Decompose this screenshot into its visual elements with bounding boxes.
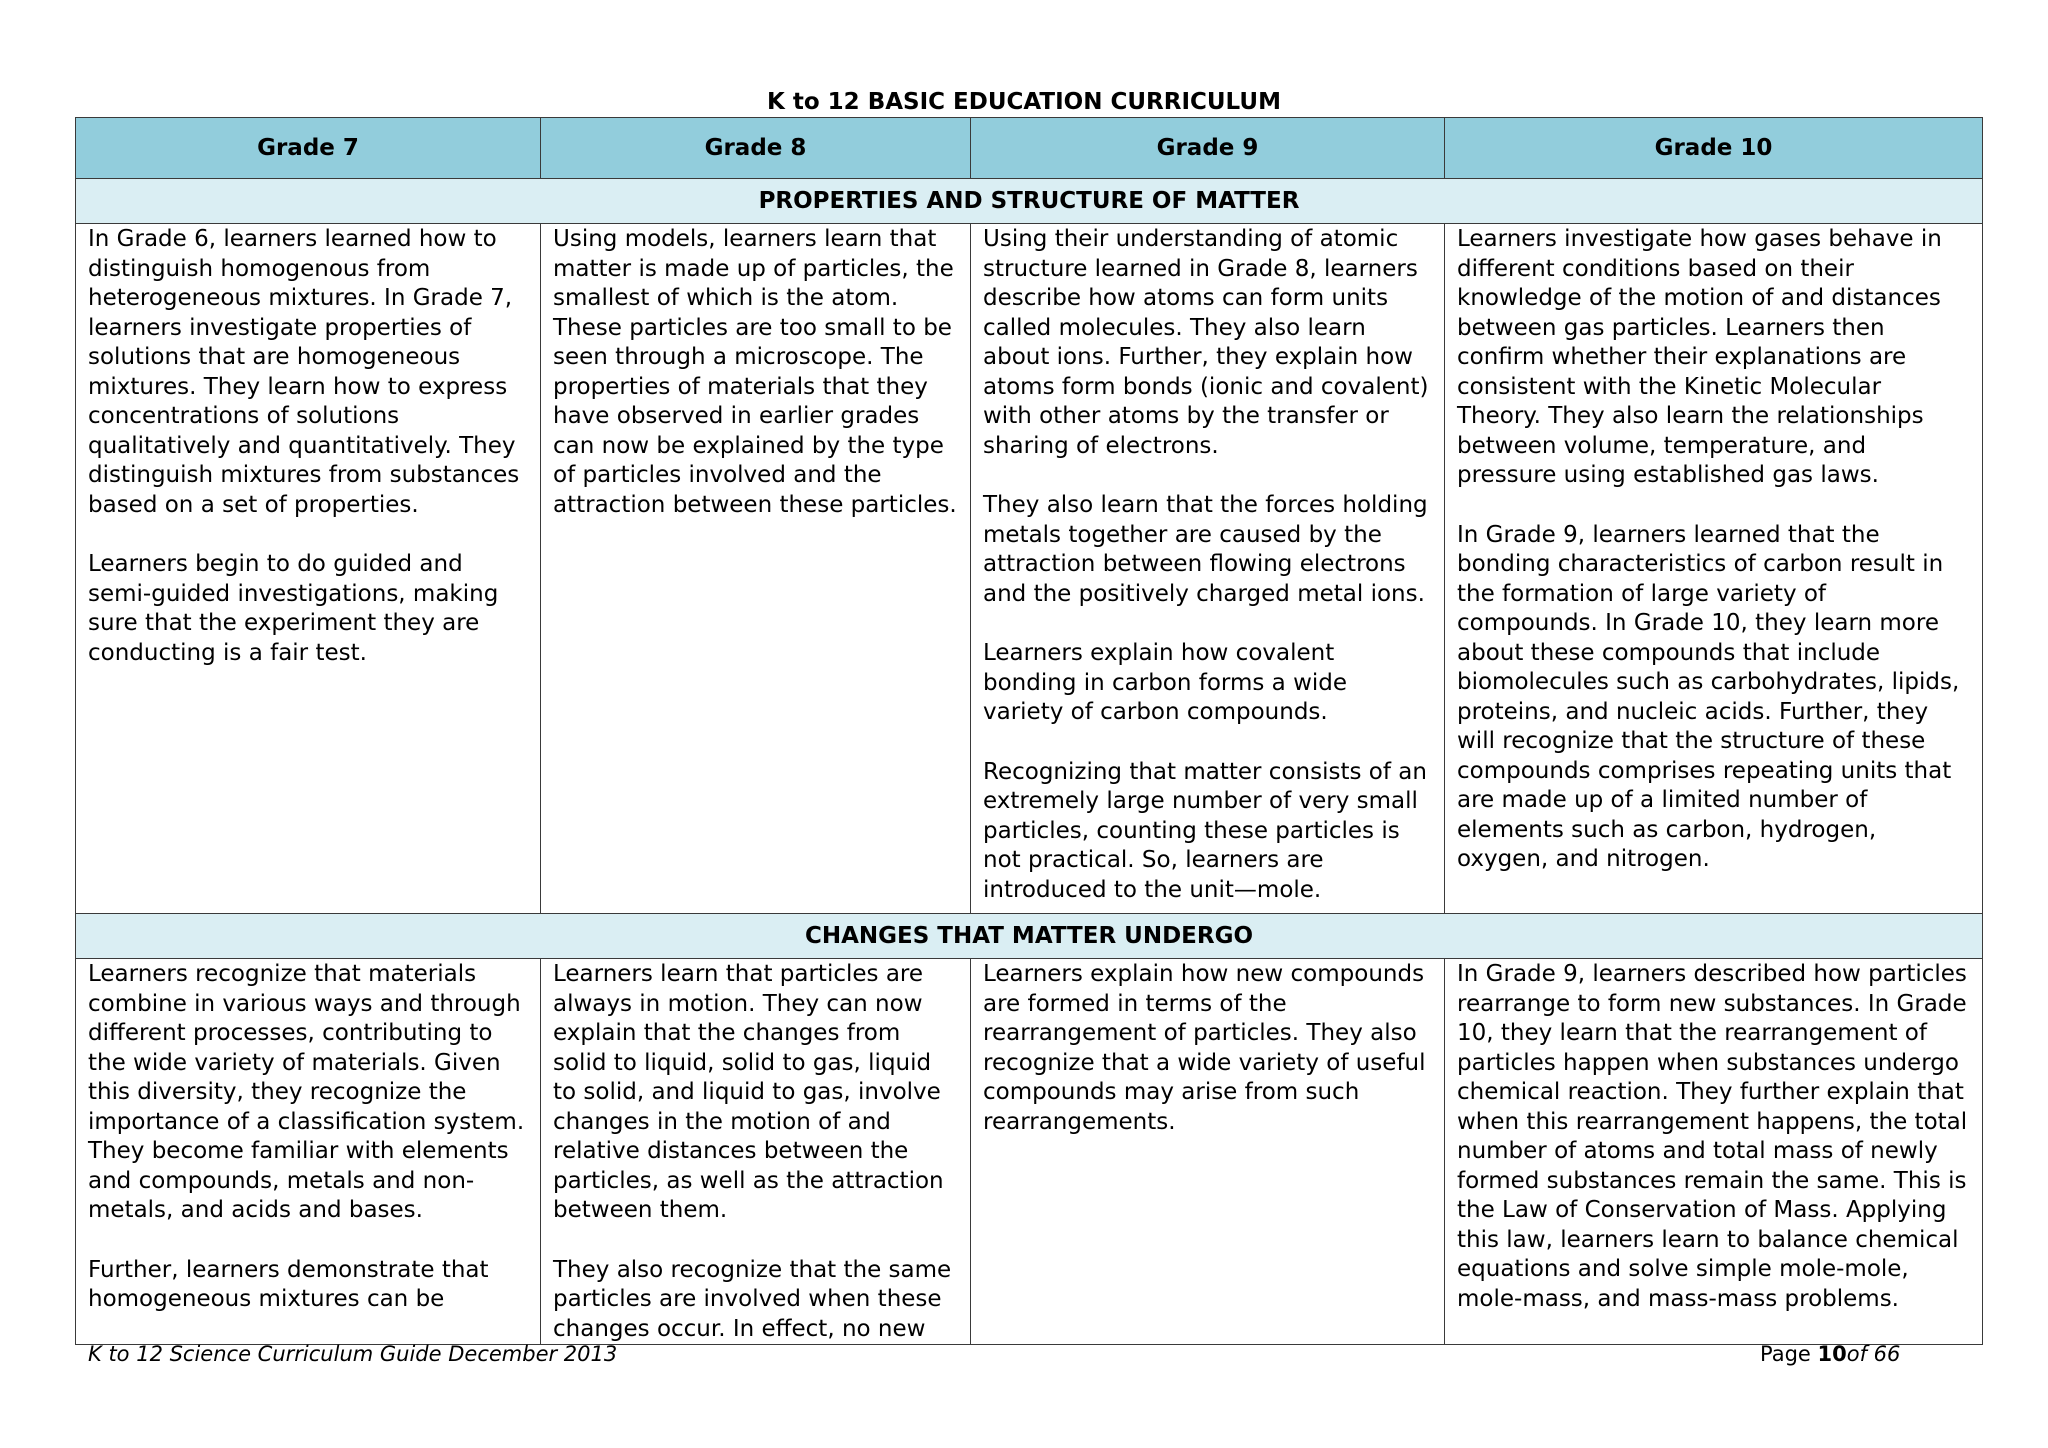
- page-current: 10: [1817, 1342, 1847, 1366]
- cell-paragraph: They also recognize that the same particles are involved when these changes occur. In effect, no new: [553, 1256, 952, 1342]
- document-title: K to 12 BASIC EDUCATION CURRICULUM: [767, 89, 1281, 115]
- page-prefix: Page: [1760, 1342, 1818, 1366]
- section-row: [76, 914, 1983, 959]
- cell-paragraph: Recognizing that matter consists of an extremely large number of very small particles, counting these particles is not practical. So, learners are introduced to the unit—mole.: [983, 758, 1427, 903]
- section-row: [76, 179, 1983, 224]
- column-header-grade-9: Grade 9: [971, 118, 1445, 179]
- cell-paragraph: In Grade 9, learners described how particles rearrange to form new substances. In Grade 10, they learn that the rearrangement of particles happen when substances undergo chemical reaction. They further explain that when this rearrangement happens, the total number of atoms and total mass of newly formed substances remain the same. This is the Law of Conservation of Mass. Applying this law, learners learn to balance chemical equations and solve simple mole-mole, mole-mass, and mass-mass problems.: [1457, 961, 1968, 1312]
- column-header-grade-7: Grade 7: [76, 118, 541, 179]
- cell-paragraph: Using their understanding of atomic structure learned in Grade 8, learners describe how atoms can form units called molecules. They also learn about ions. Further, they explain how atoms form bonds (ionic and covalent) with other atoms by the transfer or sharing of electrons.: [983, 226, 1429, 459]
- curriculum-table: [75, 117, 1983, 1345]
- cell-paragraph: Learners investigate how gases behave in different conditions based on their knowledge of the motion of and distances between gas particles. Learners then confirm whether their explanations are consistent with the Kinetic Molecular Theory. They also learn the relationships between volume, temperature, and pressure using established gas laws.: [1457, 226, 1942, 488]
- cell-paragraph: Learners explain how covalent bonding in carbon forms a wide variety of carbon compounds.: [983, 640, 1348, 725]
- table-row: [76, 224, 1983, 914]
- cell-paragraph: Learners learn that particles are always in motion. They can now explain that the changes from solid to liquid, solid to gas, liquid to solid, and liquid to gas, involve changes in the motion of and relative distances between the particles, as well as the attraction between them.: [553, 961, 944, 1223]
- table-cell-grade-8: [541, 224, 971, 914]
- table-cell-grade-8: [541, 959, 971, 1345]
- header-row: [76, 118, 1983, 179]
- cell-paragraph: Further, learners demonstrate that homogeneous mixtures can be: [88, 1256, 489, 1312]
- footer-guide-title: K to 12 Science Curriculum Guide December 2013: [88, 1342, 618, 1366]
- cell-paragraph: They also learn that the forces holding metals together are caused by the attraction between flowing electrons and the positively charged metal ions.: [983, 492, 1428, 607]
- table-row: [76, 959, 1983, 1345]
- section-title: PROPERTIES AND STRUCTURE OF MATTER: [76, 179, 1983, 224]
- cell-paragraph: Using models, learners learn that matter is made up of particles, the smallest of which is the atom. These particles are too small to be seen through a microscope. The properties of materials that they have observed in earlier grades can now be explained by the type of particles involved and the attraction between these particles.: [553, 226, 957, 518]
- section-title: CHANGES THAT MATTER UNDERGO: [76, 914, 1983, 959]
- column-header-grade-10: Grade 10: [1445, 118, 1983, 179]
- table-cell-grade-9: [971, 959, 1445, 1345]
- cell-paragraph: In Grade 6, learners learned how to distinguish homogenous from heterogeneous mixtures. In Grade 7, learners investigate properties of solutions that are homogeneous mixtures. They learn how to express concentrations of solutions qualitatively and quantitatively. They distinguish mixtures from substances based on a set of properties.: [88, 226, 520, 518]
- cell-paragraph: Learners begin to do guided and semi-guided investigations, making sure that the experiment they are conducting is a fair test.: [88, 551, 499, 666]
- table-cell-grade-9: [971, 224, 1445, 914]
- footer-page-number: [1760, 1342, 1900, 1366]
- table-cell-grade-7: [76, 959, 541, 1345]
- table-cell-grade-7: [76, 224, 541, 914]
- table-cell-grade-10: [1445, 959, 1983, 1345]
- column-header-grade-8: Grade 8: [541, 118, 971, 179]
- cell-paragraph: Learners recognize that materials combine in various ways and through different processes, contributing to the wide variety of materials. Given this diversity, they recognize the importance of a classification system. They become familiar with elements and compounds, metals and non-metals, and acids and bases.: [88, 961, 525, 1223]
- cell-paragraph: Learners explain how new compounds are formed in terms of the rearrangement of particles. They also recognize that a wide variety of useful compounds may arise from such rearrangements.: [983, 961, 1426, 1135]
- table-cell-grade-10: [1445, 224, 1983, 914]
- page-total: of 66: [1846, 1342, 1901, 1366]
- cell-paragraph: In Grade 9, learners learned that the bonding characteristics of carbon result in the formation of large variety of compounds. In Grade 10, they learn more about these compounds that include biomolecules such as carbohydrates, lipids, proteins, and nucleic acids. Further, they will recognize that the structure of these compounds comprises repeating units that are made up of a limited number of elements such as carbon, hydrogen, oxygen, and nitrogen.: [1457, 521, 1960, 872]
